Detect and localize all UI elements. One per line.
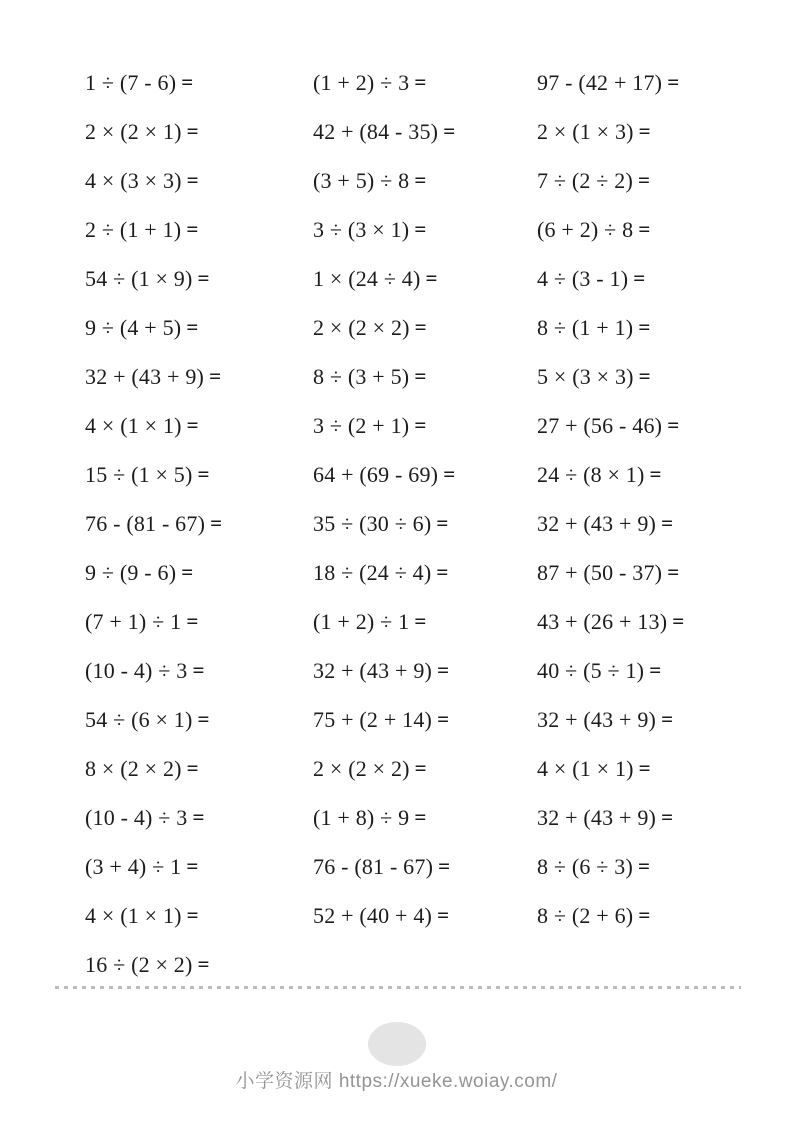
problem-expression: (10 - 4) ÷ 3 (85, 804, 188, 830)
problem-cell (85, 450, 313, 499)
equals-sign: = (192, 805, 205, 829)
equals-sign: = (437, 903, 450, 927)
problem-expression: 5 × (3 × 3) (537, 363, 634, 389)
problem-expression: 9 ÷ (4 + 5) (85, 314, 182, 340)
problem-cell (85, 744, 313, 793)
equals-sign: = (414, 364, 427, 388)
dotted-divider (55, 986, 741, 989)
equals-sign: = (638, 756, 651, 780)
problem-expression: (10 - 4) ÷ 3 (85, 657, 188, 683)
problem-expression: 97 - (42 + 17) (537, 69, 663, 95)
problems-grid (85, 58, 785, 989)
equals-sign: = (414, 756, 427, 780)
equals-sign: = (661, 707, 674, 731)
problem-cell (537, 793, 785, 842)
problem-cell (313, 205, 537, 254)
problem-cell (313, 695, 537, 744)
problem-expression: 7 ÷ (2 ÷ 2) (537, 167, 634, 193)
problem-cell (85, 548, 313, 597)
equals-sign: = (425, 266, 438, 290)
problem-expression: 76 - (81 - 67) (85, 510, 206, 536)
problem-expression: 42 + (84 - 35) (313, 118, 439, 144)
problem-expression: 2 × (2 × 1) (85, 118, 182, 144)
equals-sign: = (197, 952, 210, 976)
equals-sign: = (186, 413, 199, 437)
equals-sign: = (638, 168, 651, 192)
problem-expression: 64 + (69 - 69) (313, 461, 439, 487)
equals-sign: = (437, 658, 450, 682)
problem-cell (85, 205, 313, 254)
problem-cell (85, 58, 313, 107)
equals-sign: = (638, 364, 651, 388)
problem-cell (537, 940, 785, 989)
equals-sign: = (414, 70, 427, 94)
equals-sign: = (436, 511, 449, 535)
problem-expression: 1 × (24 ÷ 4) (313, 265, 421, 291)
problem-expression: 27 + (56 - 46) (537, 412, 663, 438)
equals-sign: = (667, 560, 680, 584)
problem-expression: (3 + 5) ÷ 8 (313, 167, 410, 193)
problem-expression: 15 ÷ (1 × 5) (85, 461, 193, 487)
problem-cell (537, 499, 785, 548)
problem-expression: 54 ÷ (1 × 9) (85, 265, 193, 291)
equals-sign: = (438, 854, 451, 878)
equals-sign: = (186, 609, 199, 633)
problem-expression: 87 + (50 - 37) (537, 559, 663, 585)
problem-cell (85, 842, 313, 891)
problem-cell (313, 499, 537, 548)
problem-cell (537, 401, 785, 450)
problem-expression: 16 ÷ (2 × 2) (85, 951, 193, 977)
problem-expression: 1 ÷ (7 - 6) (85, 69, 177, 95)
equals-sign: = (186, 756, 199, 780)
equals-sign: = (638, 217, 651, 241)
equals-sign: = (633, 266, 646, 290)
problem-expression: (3 + 4) ÷ 1 (85, 853, 182, 879)
equals-sign: = (197, 462, 210, 486)
problem-cell (85, 597, 313, 646)
problem-cell (313, 793, 537, 842)
problem-cell (85, 646, 313, 695)
problem-expression: 8 ÷ (2 + 6) (537, 902, 634, 928)
problem-expression: 54 ÷ (6 × 1) (85, 706, 193, 732)
problem-cell (313, 744, 537, 793)
equals-sign: = (661, 805, 674, 829)
problem-expression: 4 × (3 × 3) (85, 167, 182, 193)
problem-cell (313, 401, 537, 450)
equals-sign: = (209, 364, 222, 388)
problem-expression: 8 ÷ (6 ÷ 3) (537, 853, 634, 879)
problem-cell (537, 205, 785, 254)
back-to-top-button[interactable] (368, 1022, 426, 1066)
problem-expression: 35 ÷ (30 ÷ 6) (313, 510, 432, 536)
problem-cell (313, 450, 537, 499)
equals-sign: = (186, 217, 199, 241)
equals-sign: = (414, 609, 427, 633)
equals-sign: = (186, 315, 199, 339)
equals-sign: = (181, 70, 194, 94)
problem-expression: 4 × (1 × 1) (85, 902, 182, 928)
problem-expression: 43 + (26 + 13) (537, 608, 668, 634)
problem-cell (537, 450, 785, 499)
problem-cell (85, 254, 313, 303)
equals-sign: = (443, 462, 456, 486)
equals-sign: = (414, 217, 427, 241)
problem-expression: 8 ÷ (1 + 1) (537, 314, 634, 340)
problem-expression: 3 ÷ (2 + 1) (313, 412, 410, 438)
problem-expression: 24 ÷ (8 × 1) (537, 461, 645, 487)
problem-expression: 32 + (43 + 9) (537, 804, 657, 830)
problem-cell (313, 646, 537, 695)
problem-cell (313, 352, 537, 401)
problem-cell (537, 597, 785, 646)
equals-sign: = (210, 511, 223, 535)
problem-expression: 2 × (2 × 2) (313, 314, 410, 340)
equals-sign: = (638, 315, 651, 339)
problem-expression: 76 - (81 - 67) (313, 853, 434, 879)
problem-expression: 2 × (2 × 2) (313, 755, 410, 781)
problem-expression: 4 ÷ (3 - 1) (537, 265, 629, 291)
problem-expression: (1 + 8) ÷ 9 (313, 804, 410, 830)
problem-expression: (1 + 2) ÷ 3 (313, 69, 410, 95)
problem-cell (85, 352, 313, 401)
problem-expression: 2 ÷ (1 + 1) (85, 216, 182, 242)
problem-expression: 8 × (2 × 2) (85, 755, 182, 781)
problem-cell (85, 499, 313, 548)
equals-sign: = (649, 462, 662, 486)
problem-cell (537, 695, 785, 744)
equals-sign: = (197, 266, 210, 290)
problem-cell (537, 646, 785, 695)
equals-sign: = (667, 413, 680, 437)
problem-cell (313, 303, 537, 352)
equals-sign: = (414, 168, 427, 192)
equals-sign: = (649, 658, 662, 682)
problem-expression: 52 + (40 + 4) (313, 902, 433, 928)
problem-expression: 4 × (1 × 1) (537, 755, 634, 781)
equals-sign: = (638, 119, 651, 143)
problem-expression: 9 ÷ (9 - 6) (85, 559, 177, 585)
equals-sign: = (667, 70, 680, 94)
problem-expression: 32 + (43 + 9) (313, 657, 433, 683)
problem-expression: 2 × (1 × 3) (537, 118, 634, 144)
problem-cell (537, 744, 785, 793)
problem-expression: (1 + 2) ÷ 1 (313, 608, 410, 634)
equals-sign: = (414, 805, 427, 829)
problem-cell (85, 107, 313, 156)
equals-sign: = (436, 560, 449, 584)
problem-cell (537, 254, 785, 303)
equals-sign: = (638, 854, 651, 878)
problem-expression: 4 × (1 × 1) (85, 412, 182, 438)
problem-expression: 32 + (43 + 9) (537, 510, 657, 536)
problem-cell (313, 156, 537, 205)
problem-cell (313, 254, 537, 303)
equals-sign: = (186, 854, 199, 878)
equals-sign: = (186, 119, 199, 143)
problem-cell (313, 107, 537, 156)
problem-cell (85, 940, 313, 989)
problem-cell (313, 891, 537, 940)
problem-cell (313, 548, 537, 597)
problem-cell (313, 940, 537, 989)
equals-sign: = (197, 707, 210, 731)
problem-cell (313, 597, 537, 646)
problem-expression: (6 + 2) ÷ 8 (537, 216, 634, 242)
equals-sign: = (414, 315, 427, 339)
problem-cell (537, 107, 785, 156)
problem-expression: 40 ÷ (5 ÷ 1) (537, 657, 645, 683)
equals-sign: = (437, 707, 450, 731)
problem-expression: 75 + (2 + 14) (313, 706, 433, 732)
equals-sign: = (661, 511, 674, 535)
problem-cell (537, 303, 785, 352)
footer-site-link[interactable]: 小学资源网 https://xueke.woiay.com/ (235, 1071, 558, 1092)
problem-cell (85, 156, 313, 205)
problem-cell (537, 842, 785, 891)
problem-expression: 32 + (43 + 9) (85, 363, 205, 389)
equals-sign: = (638, 903, 651, 927)
equals-sign: = (672, 609, 685, 633)
problem-cell (537, 352, 785, 401)
problem-cell (537, 156, 785, 205)
problem-expression: 18 ÷ (24 ÷ 4) (313, 559, 432, 585)
problem-expression: 3 ÷ (3 × 1) (313, 216, 410, 242)
equals-sign: = (186, 903, 199, 927)
problem-cell (313, 842, 537, 891)
equals-sign: = (192, 658, 205, 682)
problem-cell (313, 58, 537, 107)
problem-cell (85, 891, 313, 940)
equals-sign: = (186, 168, 199, 192)
problem-cell (537, 891, 785, 940)
problem-expression: 32 + (43 + 9) (537, 706, 657, 732)
equals-sign: = (181, 560, 194, 584)
problem-cell (537, 548, 785, 597)
problem-cell (85, 793, 313, 842)
problem-cell (537, 58, 785, 107)
equals-sign: = (443, 119, 456, 143)
problem-expression: (7 + 1) ÷ 1 (85, 608, 182, 634)
problem-cell (85, 401, 313, 450)
problem-cell (85, 303, 313, 352)
problem-expression: 8 ÷ (3 + 5) (313, 363, 410, 389)
equals-sign: = (414, 413, 427, 437)
problem-cell (85, 695, 313, 744)
